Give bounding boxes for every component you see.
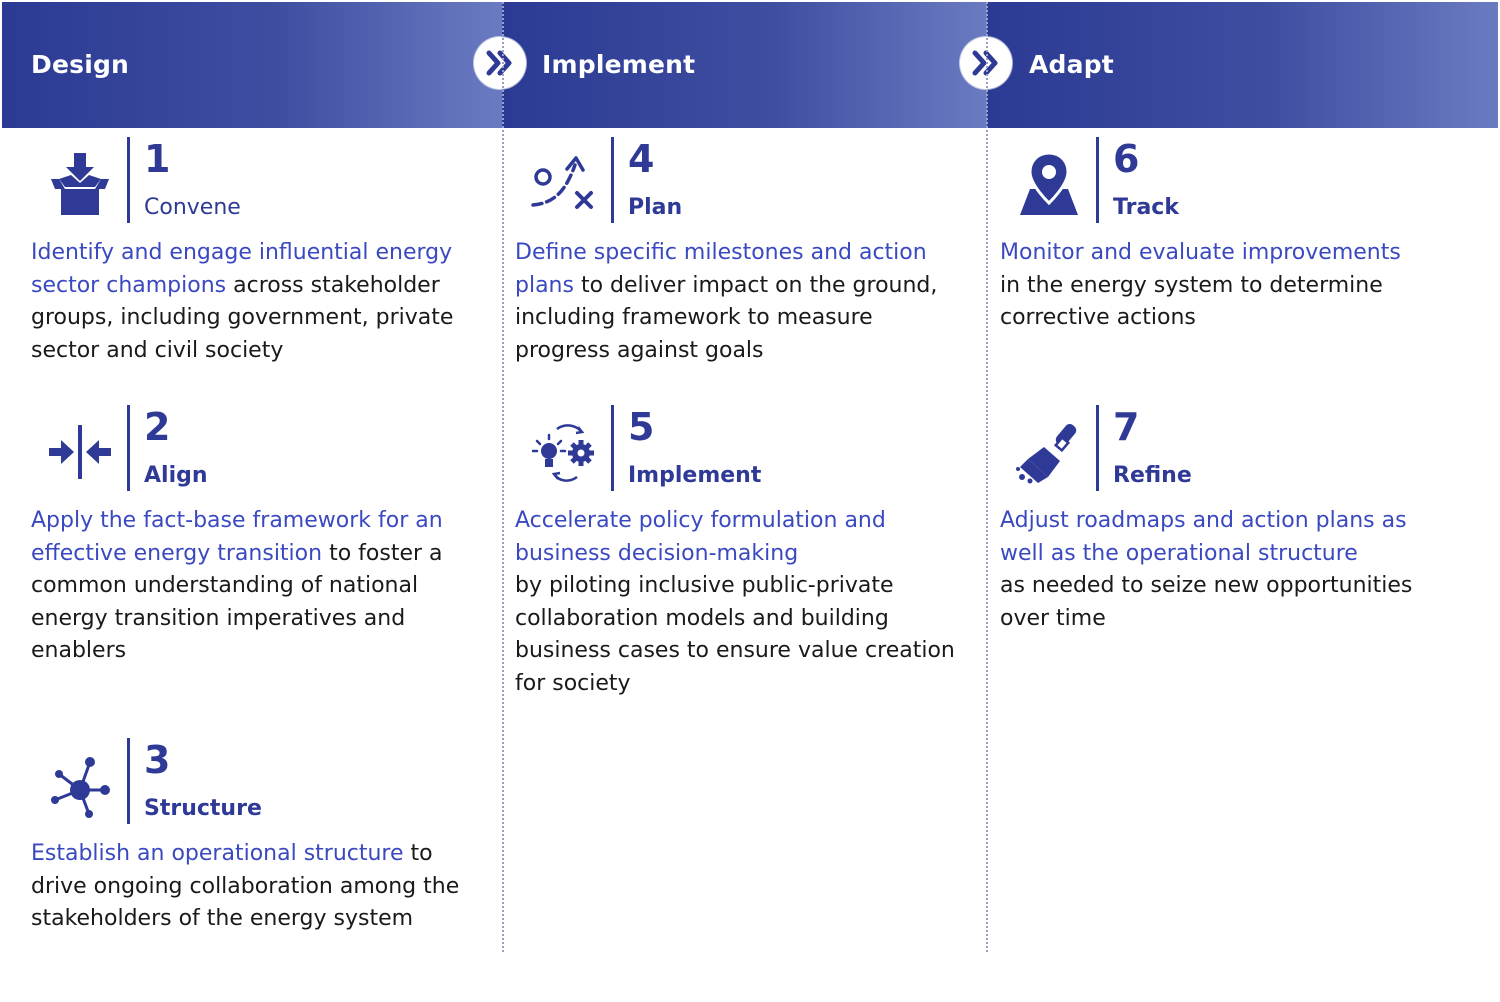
step-description-text: as needed to seize new opportunities over time — [1000, 573, 1413, 631]
step-number: 2 — [144, 405, 171, 449]
step-label: Refine — [1113, 463, 1192, 488]
step-number: 7 — [1113, 405, 1140, 449]
step-label: Track — [1113, 195, 1179, 220]
step-label: Convene — [144, 195, 241, 220]
step-divider-bar — [127, 405, 130, 491]
step-description-text: to foster a common understanding of national energy transition imperatives and enablers — [31, 540, 443, 663]
step-description-text: in the energy system to determine corrective actions — [1000, 272, 1383, 330]
step-description-text: to drive ongoing collaboration among the stakeholders of the energy system — [31, 841, 460, 931]
step-divider-bar — [127, 738, 130, 824]
network-hub-icon — [45, 750, 115, 820]
step-label: Implement — [628, 463, 762, 488]
phase-title: Design — [31, 50, 130, 79]
step-label: Align — [144, 463, 208, 488]
phase-implement — [502, 2, 987, 128]
step-number: 1 — [144, 137, 171, 181]
step-description-highlight: Monitor and evaluate improvements — [1000, 240, 1401, 265]
phase-title: Implement — [542, 50, 696, 79]
step-description — [31, 505, 471, 668]
map-pin-icon — [1014, 149, 1084, 219]
step-description-highlight: Define specific milestones and action plans — [515, 240, 927, 298]
column-divider — [502, 2, 504, 952]
step-number: 5 — [628, 405, 655, 449]
step-description-highlight: Apply the fact-base framework for an effective energy transition — [31, 508, 443, 566]
step-description — [1000, 505, 1440, 635]
step-description-highlight: Establish an operational structure — [31, 841, 404, 866]
step-description-highlight: Identify and engage influential energy sector champions — [31, 240, 453, 298]
step-divider-bar — [611, 137, 614, 223]
step-number: 3 — [144, 738, 171, 782]
step-description — [515, 237, 955, 367]
idea-gear-cycle-icon — [529, 417, 599, 487]
phase-title: Adapt — [1029, 50, 1114, 79]
step-divider-bar — [1096, 137, 1099, 223]
step-divider-bar — [611, 405, 614, 491]
strategy-path-icon — [529, 149, 599, 219]
phase-design — [2, 2, 502, 128]
phase-header — [2, 2, 1498, 128]
box-download-icon — [45, 149, 115, 219]
step-description-text: by piloting inclusive public-private collaboration models and building business cases to ensure value creation for society — [515, 573, 955, 696]
step-description-highlight: Accelerate policy formulation and business decision-making — [515, 508, 886, 566]
step-description — [31, 237, 471, 367]
step-description — [31, 838, 471, 936]
column-divider — [986, 2, 988, 952]
brush-icon — [1014, 417, 1084, 487]
step-number: 6 — [1113, 137, 1140, 181]
step-divider-bar — [1096, 405, 1099, 491]
double-chevron-right-icon — [474, 37, 526, 89]
step-description-text: to deliver impact on the ground, including framework to measure progress against goals — [515, 272, 938, 363]
phase-adapt — [987, 2, 1498, 128]
step-description-text: across stakeholder groups, including government, private sector and civil society — [31, 272, 454, 363]
step-number: 4 — [628, 137, 655, 181]
step-description — [1000, 237, 1440, 335]
step-label: Structure — [144, 796, 262, 821]
converge-arrows-icon — [45, 417, 115, 487]
step-description — [515, 505, 955, 700]
step-label: Plan — [628, 195, 683, 220]
step-description-highlight: Adjust roadmaps and action plans as well as the operational structure — [1000, 508, 1407, 566]
step-divider-bar — [127, 137, 130, 223]
